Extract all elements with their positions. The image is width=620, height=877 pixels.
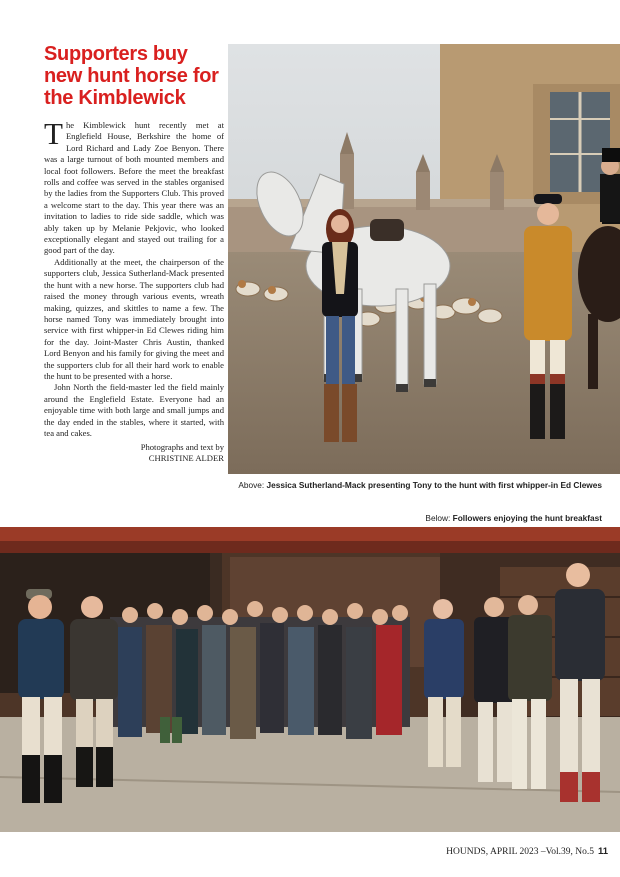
credit-author: CHRISTINE ALDER bbox=[148, 453, 224, 464]
article-paragraph-1 bbox=[44, 116, 224, 257]
crowd-back-row bbox=[110, 601, 410, 743]
article-paragraph-2: Additionally at the meet, the chairperson of the supporters club, Jessica Sutherland-Mack presented the hunt with a new horse. The supporters club had raised the money through various events, wreath making, quizzes, and skittles to name a few. The horse named Tony was immediately brought into service with first whipper-in Ed Clewes riding him for the day. Joint-Master Chris Austin, thanked Lord Benyon and his family for giving the meet and the supporters club for all their hard work to enable the hunt to be presented with a horse. bbox=[44, 256, 224, 381]
page-footer bbox=[446, 846, 608, 857]
caption-below-text: Followers enjoying the hunt breakfast bbox=[452, 513, 602, 523]
credit-line-1: Photographs and text by bbox=[140, 442, 224, 453]
issue-line: HOUNDS, APRIL 2023 –Vol.39, No.5 bbox=[446, 847, 594, 857]
page-number: 11 bbox=[597, 846, 608, 857]
headline: Supporters buy new hunt horse for the Kimblewick bbox=[44, 43, 219, 109]
caption-above-text: Jessica Sutherland-Mack presenting Tony to the hunt with first whipper-in Ed Clewes bbox=[266, 480, 602, 490]
caption-above-prefix: Above: bbox=[238, 480, 267, 490]
caption-below-prefix: Below: bbox=[425, 513, 453, 523]
article-paragraph-3: John North the field-master led the field mainly around the Englefield Estate. Everyone had an enjoyable time with both large and small jumps and the day ended in the stables, where it started, with tea and cakes. bbox=[44, 382, 224, 438]
article-body bbox=[44, 116, 224, 464]
caption-below bbox=[222, 513, 602, 524]
photo-hunt-breakfast-group bbox=[0, 527, 620, 832]
photo-credit bbox=[44, 442, 224, 464]
caption-above bbox=[222, 480, 602, 491]
article-paragraph-1-text: he Kimblewick hunt recently met at Englefield House, Berkshire the home of Lord Richard and Lady Zoe Benyon. There was a large turnout of both mounted members and local foot followers. Before the meet the breakfast rolls and coffee was served in the stables organised by the ladies from the Supporters Club. This proved a welcome start to the day. This year there was an invitation to ladies to ride side saddle, which was ably taken up by Melanie Pekjovic, who looked exceptionally elegant and stayed out trailing for a good part of the day. bbox=[44, 120, 224, 256]
drop-cap: T bbox=[44, 116, 63, 151]
photo-horse-presentation bbox=[228, 44, 620, 474]
